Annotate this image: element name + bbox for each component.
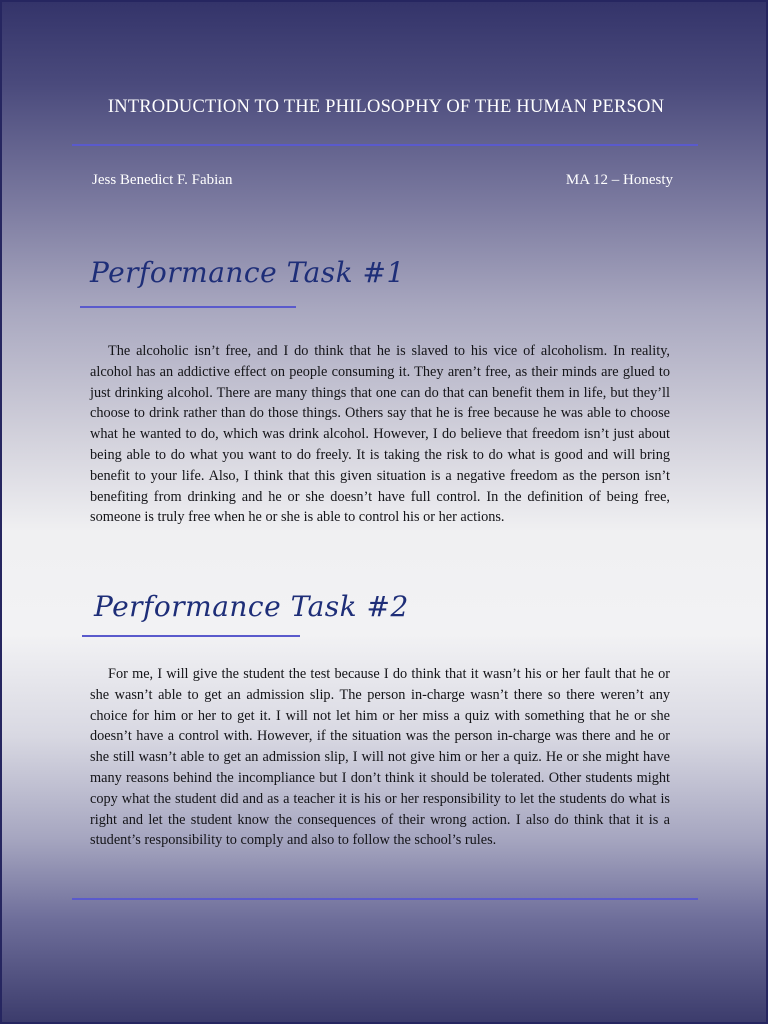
task-1-heading-underline [80, 306, 296, 308]
footer-divider [72, 898, 698, 900]
class-section: MA 12 – Honesty [565, 172, 673, 188]
task-2-body: For me, I will give the student the test because I do think that it wasn’t his or her fault that he or she wasn’t able to get an admission slip. The person in-charge wasn’t there so there weren’t any choice for him or her to get it. I will not let him or her miss a quiz with something that he or she doesn’t have a control with. However, if the situation was the person in-charge was there and he or she still wasn’t able to get an admission slip, I will not give him or her a quiz. He or she might have many reasons behind the incompliance but I don’t think it should be tolerated. Other students might copy what the student did and as a teacher it is his or her responsibility to let the students do what is right and let the student know the consequences of their wrong action. I also do think that it is a student’s responsibility to comply and also to follow the school’s rules. [90, 666, 670, 849]
document-title: INTRODUCTION TO THE PHILOSOPHY OF THE HUMAN PERSON [107, 97, 665, 117]
task-1-heading: Performance Task #1 [90, 256, 405, 289]
header-divider [72, 144, 698, 146]
task-2-heading: Performance Task #2 [94, 590, 409, 623]
author-name: Jess Benedict F. Fabian [92, 172, 233, 188]
task-1-body: The alcoholic isn’t free, and I do think that he is slaved to his vice of alcoholism. In reality, alcohol has an addictive effect on people consuming it. They aren’t free, as their minds are glued to just drinking alcohol. There are many things that one can do that can benefit them in life, but they’ll choose to drink rather than do those things. Others say that he is free because he was able to choose what he wanted to do, which was drink alcohol. However, I do believe that freedom isn’t just about being able to do what you want to do freely. It is taking the risk to do what is good and will bring benefit to your life. Also, I think that this given situation is a negative freedom as the person isn’t benefiting from drinking and he or she doesn’t have full control. In the definition of being free, someone is truly free when he or she is able to control his or her actions. [90, 343, 670, 526]
task-2-heading-underline [82, 635, 300, 637]
